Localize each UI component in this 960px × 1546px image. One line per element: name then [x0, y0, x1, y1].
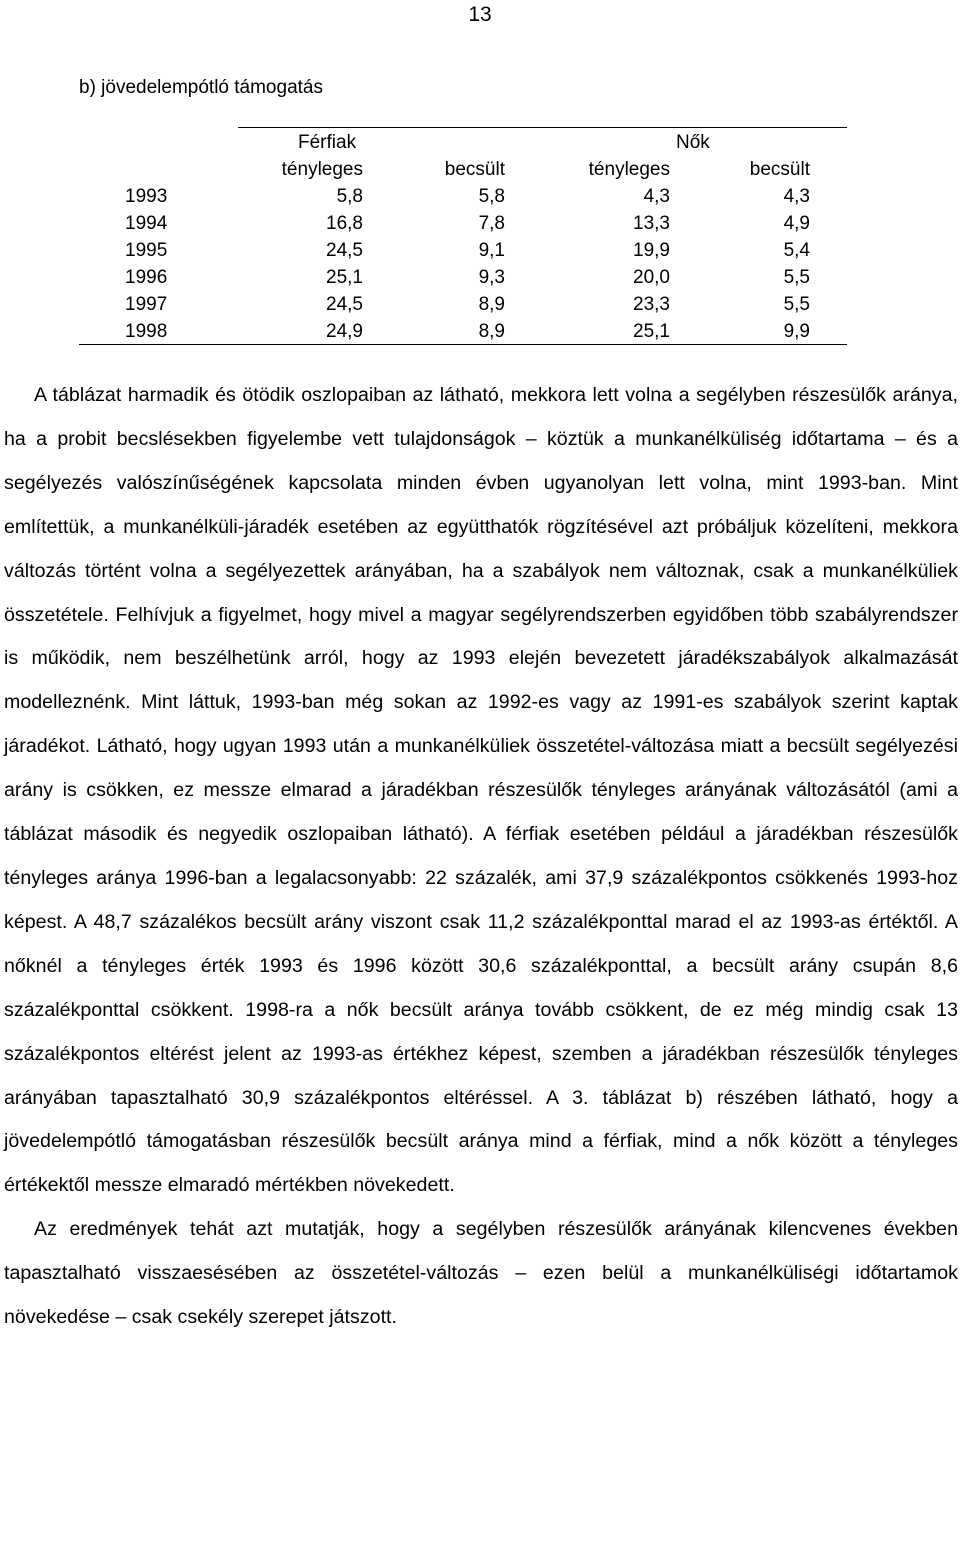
table-cell: 9,9 — [783, 321, 810, 342]
section-heading: b) jövedelempótló támogatás — [79, 77, 323, 98]
table-cell: 24,9 — [326, 321, 363, 342]
column-header: tényleges — [588, 159, 670, 180]
table-bottom-rule — [79, 344, 847, 345]
table-cell: 16,8 — [326, 213, 363, 234]
table-cell: 24,5 — [326, 240, 363, 261]
table-top-rule — [238, 127, 847, 128]
table-cell: 5,5 — [783, 294, 810, 315]
group-header-nok: Nők — [676, 132, 710, 153]
table-cell: 20,0 — [633, 267, 670, 288]
table-row-year: 1994 — [125, 213, 168, 234]
table-cell: 13,3 — [633, 213, 670, 234]
page-number: 13 — [468, 3, 492, 26]
table-cell: 4,3 — [643, 186, 670, 207]
table-cell: 8,9 — [478, 321, 505, 342]
table-cell: 7,8 — [478, 213, 505, 234]
table-row-year: 1995 — [125, 240, 168, 261]
table-cell: 25,1 — [326, 267, 363, 288]
table-cell: 19,9 — [633, 240, 670, 261]
table-cell: 5,5 — [783, 267, 810, 288]
table-row-year: 1998 — [125, 321, 168, 342]
table-cell: 8,9 — [478, 294, 505, 315]
table-cell: 4,9 — [783, 213, 810, 234]
table-row-year: 1996 — [125, 267, 168, 288]
table-cell: 5,4 — [783, 240, 810, 261]
table-cell: 5,8 — [336, 186, 363, 207]
table-cell: 9,1 — [478, 240, 505, 261]
table-row-year: 1993 — [125, 186, 168, 207]
paragraph: A táblázat harmadik és ötödik oszlopaiban az látható, mekkora lett volna a segélyben részesülők aránya, ha a probit becslésekben figyelembe vett tulajdonságok – köztük a munkanélküliség időtartama – és a segélyezés valószínűségének kapcsolata minden évben ugyanolyan lett volna, mint 1993-ban. Mint említettük, a munkanélküli-járadék esetében az együtthatók rögzítésével azt próbáljuk közelíteni, mekkora változás történt volna a segélyezettek arányában, ha a szabályok nem változnak, csak a munkanélküliek összetétele. Felhívjuk a figyelmet, hogy mivel a magyar segélyrendszerben egyidőben több szabályrendszer is működik, nem beszélhetünk arról, hogy az 1993 elején bevezetett járadékszabályok alkalmazását modelleznénk. Mint láttuk, 1993-ban még sokan az 1992-es vagy az 1991-es szabályok szerint kaptak járadékot. Látható, hogy ugyan 1993 után a munkanélküliek összetétel-változása miatt a becsült segélyezési arány is csökken, ez messze elmarad a járadékban részesülők tényleges arányának változásától (ami a táblázat második és negyedik oszlopaiban látható). A férfiak esetében például a járadékban részesülők tényleges aránya 1996-ban a legalacsonyabb: 22 százalék, ami 37,9 százalékpontos csökkenés 1993-hoz képest. A 48,7 százalékos becsült arány viszont csak 11,2 százalékponttal marad el az 1993-as értéktől. A nőknél a tényleges érték 1993 és 1996 között 30,6 százalékponttal, a becsült arány csupán 8,6 százalékponttal csökkent. 1998-ra a nők becsült aránya tovább csökkent, de ez még mindig csak 13 százalékpontos eltérést jelent az 1993-as értékhez képest, szemben a járadékban részesülők tényleges arányában tapasztalható 30,9 százalékpontos eltéréssel. A 3. táblázat b) részében látható, hogy a jövedelempótló támogatásban részesülők becsült aránya mind a férfiak, mind a nők között a tényleges értékektől messze elmaradó mértékben növekedett. — [4, 384, 958, 1197]
table-row-year: 1997 — [125, 294, 168, 315]
body-text — [4, 374, 958, 1340]
table-cell: 25,1 — [633, 321, 670, 342]
paragraph: Az eredmények tehát azt mutatják, hogy a segélyben részesülők arányának kilencvenes években tapasztalható visszaesésében az összetétel-változás – ezen belül a munkanélküliségi időtartamok növekedése – csak csekély szerepet játszott. — [4, 1218, 958, 1329]
column-header: tényleges — [281, 159, 363, 180]
group-header-ferfiak: Férfiak — [298, 132, 357, 153]
column-header: becsült — [749, 159, 810, 180]
table-cell: 9,3 — [478, 267, 505, 288]
table-cell: 5,8 — [478, 186, 505, 207]
table-cell: 23,3 — [633, 294, 670, 315]
column-header: becsült — [444, 159, 505, 180]
table-cell: 24,5 — [326, 294, 363, 315]
table-cell: 4,3 — [783, 186, 810, 207]
